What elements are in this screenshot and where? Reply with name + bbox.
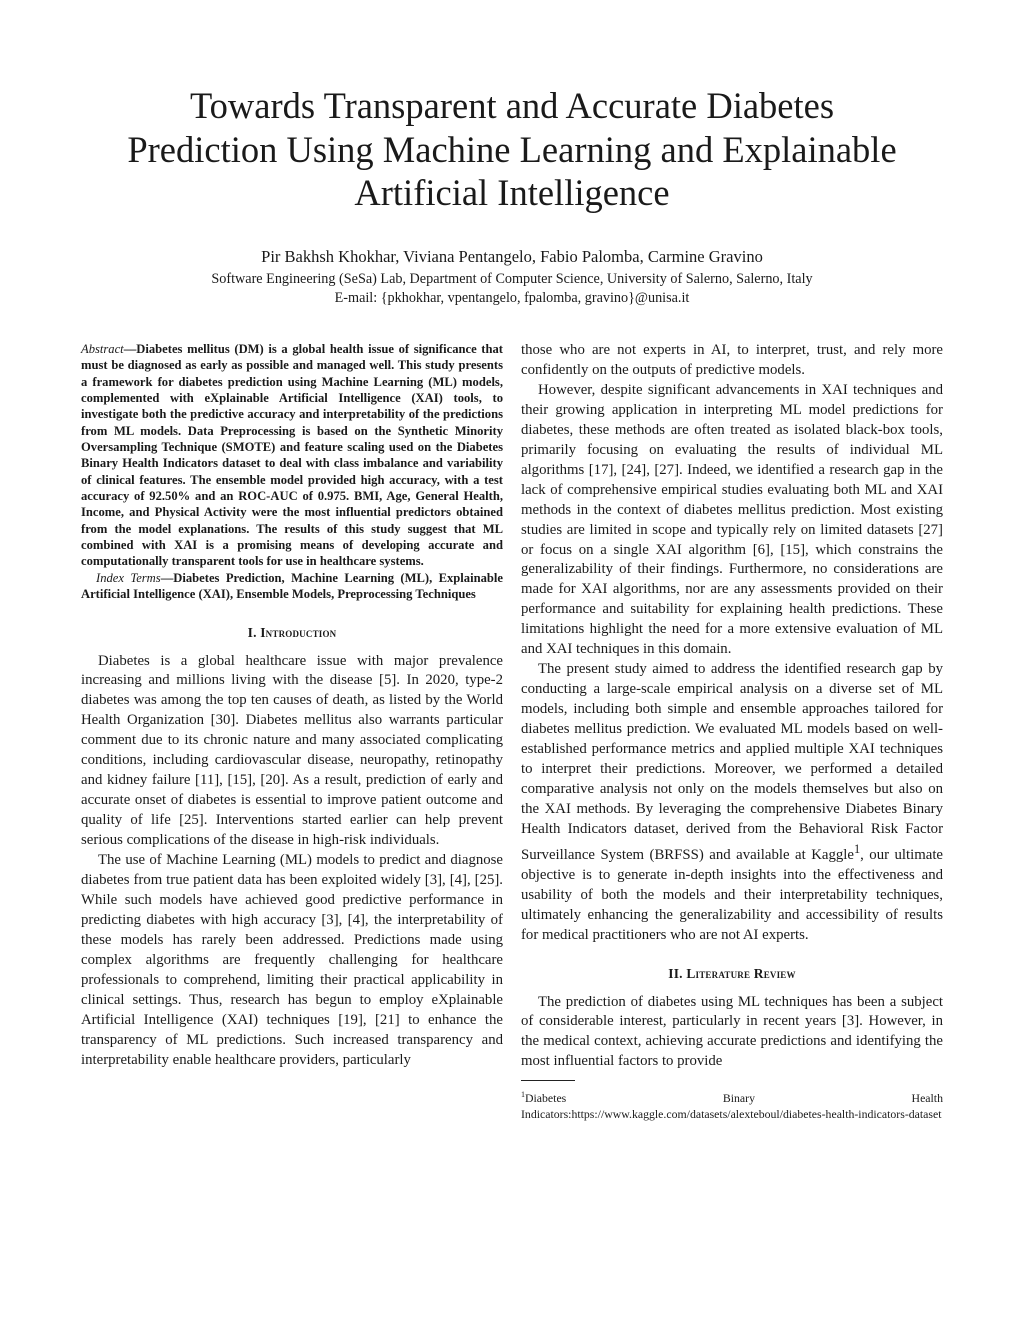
intro-paragraph-2-continued: those who are not experts in AI, to interpret, trust, and rely more confidently on the outputs of predictive models. bbox=[521, 342, 943, 378]
index-terms-text: —Diabetes Prediction, Machine Learning (ML), Explainable Artificial Intelligence (XAI), Ensemble Models, Preprocessing Techniques bbox=[81, 570, 503, 602]
abstract-text: —Diabetes mellitus (DM) is a global health issue of significance that must be diagnosed as early as possible and managed well. This study presents a framework for diabetes prediction using Machine Learning (ML) models, complemented with eXplainable Artificial Intelligence (XAI) tools, to investigate both the predictive accuracy and interpretability of the predictions from ML models. Data Preprocessing is based on the Synthetic Minority Oversampling Technique (SMOTE) and feature scaling used on the Diabetes Binary Health Indicators dataset to deal with class imbalance and variability of clinical features. The ensemble model provided high accuracy, with a test accuracy of 92.50% and an ROC-AUC of 0.975. BMI, Age, General Health, Income, and Physical Activity were the most influential predictors obtained from the model explanations. The results of this study suggest that ML combined with XAI is a promising means of developing accurate and computationally transparent tools for use in healthcare systems. bbox=[81, 342, 503, 569]
title-line: Artificial Intelligence bbox=[354, 172, 670, 213]
right-column bbox=[521, 341, 943, 1122]
intro-paragraph-4-part-a: The present study aimed to address the identified research gap by conducting a large-scale empirical analysis on a diverse set of ML models, including both simple and ensemble approaches tailored for diabetes mellitus prediction. We evaluated ML models based on well-established performance metrics and applied multiple XAI techniques to interpret their predictions. Moreover, we performed a detailed comparative analysis not only on the models themselves but also on the XAI methods. By leveraging the comprehensive Diabetes Binary Health Indicators dataset, derived from the Behavioral Risk Factor Surveillance System (BRFSS) and available at Kaggle bbox=[521, 661, 943, 863]
literature-paragraph-1: The prediction of diabetes using ML techniques has been a subject of considerable interest, particularly in recent years [3]. However, in the medical context, achieving accurate predictions and identifying the most influential factors to provide bbox=[521, 993, 943, 1070]
index-terms bbox=[81, 570, 503, 603]
section-heading-literature-review: II. Literature Review bbox=[668, 965, 796, 981]
left-column bbox=[81, 341, 503, 1071]
intro-paragraph-2: The use of Machine Learning (ML) models to predict and diagnose diabetes from true patient data has been exploited widely [3], [4], [25]. While such models have achieved good predictive performance in predicting diabetes with high accuracy [3], [4], the interpretability of these models has rarely been addressed. Predictions made using complex algorithms are frequently challenging for healthcare professionals to comprehend, limiting their practical applicability in clinical settings. Thus, research has begun to employ eXplainable Artificial Intelligence (XAI) techniques [19], [21] to enhance the transparency of ML predictions. Such increased transparency and interpretability enable healthcare providers, particularly bbox=[81, 852, 503, 1068]
author-list: Pir Bakhsh Khokhar, Viviana Pentangelo, Fabio Palomba, Carmine Gravino bbox=[261, 247, 763, 266]
email: E-mail: {pkhokhar, vpentangelo, fpalomba, gravino}@unisa.it bbox=[334, 290, 690, 306]
footnote bbox=[521, 1087, 943, 1122]
footnote-ref: 1 bbox=[853, 841, 861, 856]
affiliation: Software Engineering (SeSa) Lab, Department of Computer Science, University of Salerno, Salerno, Italy bbox=[211, 271, 813, 287]
section-heading-introduction: I. Introduction bbox=[247, 624, 337, 640]
footnote-text: Diabetes Binary Health Indicators:https://www.kaggle.com/datasets/alexteboul/diabetes-health-indicators-dataset bbox=[521, 1091, 943, 1122]
abstract-label: Abstract bbox=[81, 342, 124, 356]
abstract bbox=[81, 341, 503, 570]
title-line: Prediction Using Machine Learning and Explainable bbox=[127, 128, 897, 170]
footnote-mark: 1 bbox=[521, 1090, 525, 1100]
intro-paragraph-1: Diabetes is a global healthcare issue with major prevalence increasing and millions living with the disease [5]. In 2020, type-2 diabetes was among the top ten causes of death, as listed by the World Health Organization [30]. Diabetes mellitus also warrants particular comment due to its chronic nature and many associated complicating conditions, including cardiovascular disease, neuropathy, retinopathy and kidney failure [11], [15], [20]. As a result, prediction of early and accurate onset of diabetes is essential to improve patient outcome and quality of life [25]. Interventions started earlier can help prevent serious complications of the disease in high-risk individuals. bbox=[81, 652, 503, 849]
paper-title bbox=[60, 84, 964, 215]
index-terms-label: Index Terms bbox=[96, 570, 161, 585]
intro-paragraph-3: However, despite significant advancements in XAI techniques and their growing application in interpreting ML model predictions for diabetes, these methods are often treated as isolated black-box tools, primarily focusing on evaluating the results of individual ML algorithms [17], [24], [27]. Indeed, we identified a research gap in the lack of comprehensive empirical studies evaluating both ML and XAI methods in the context of diabetes mellitus prediction. Most existing studies are limited in scope and typically rely on limited datasets [27] or focus on a single XAI algorithm [6], [15], which constrains the generalizability of their findings. Furthermore, no considerations are made for XAI algorithms, nor are any assessments provided on their performance and suitability for explaining health predictions. These limitations highlight the need for a more extensive evaluation of ML and XAI techniques in this domain. bbox=[521, 381, 943, 658]
affiliation-block bbox=[60, 270, 964, 308]
intro-paragraph-4-part-b: , our ultimate objective is to generate in-depth insights into the effectiveness and usability of both the models and their interpretability techniques, ultimately enhancing the generalizability and accessibility of results for medical practitioners who are not AI experts. bbox=[521, 846, 944, 943]
title-line: Towards Transparent and Accurate Diabetes bbox=[189, 85, 835, 126]
intro-paragraph-4 bbox=[521, 660, 943, 945]
